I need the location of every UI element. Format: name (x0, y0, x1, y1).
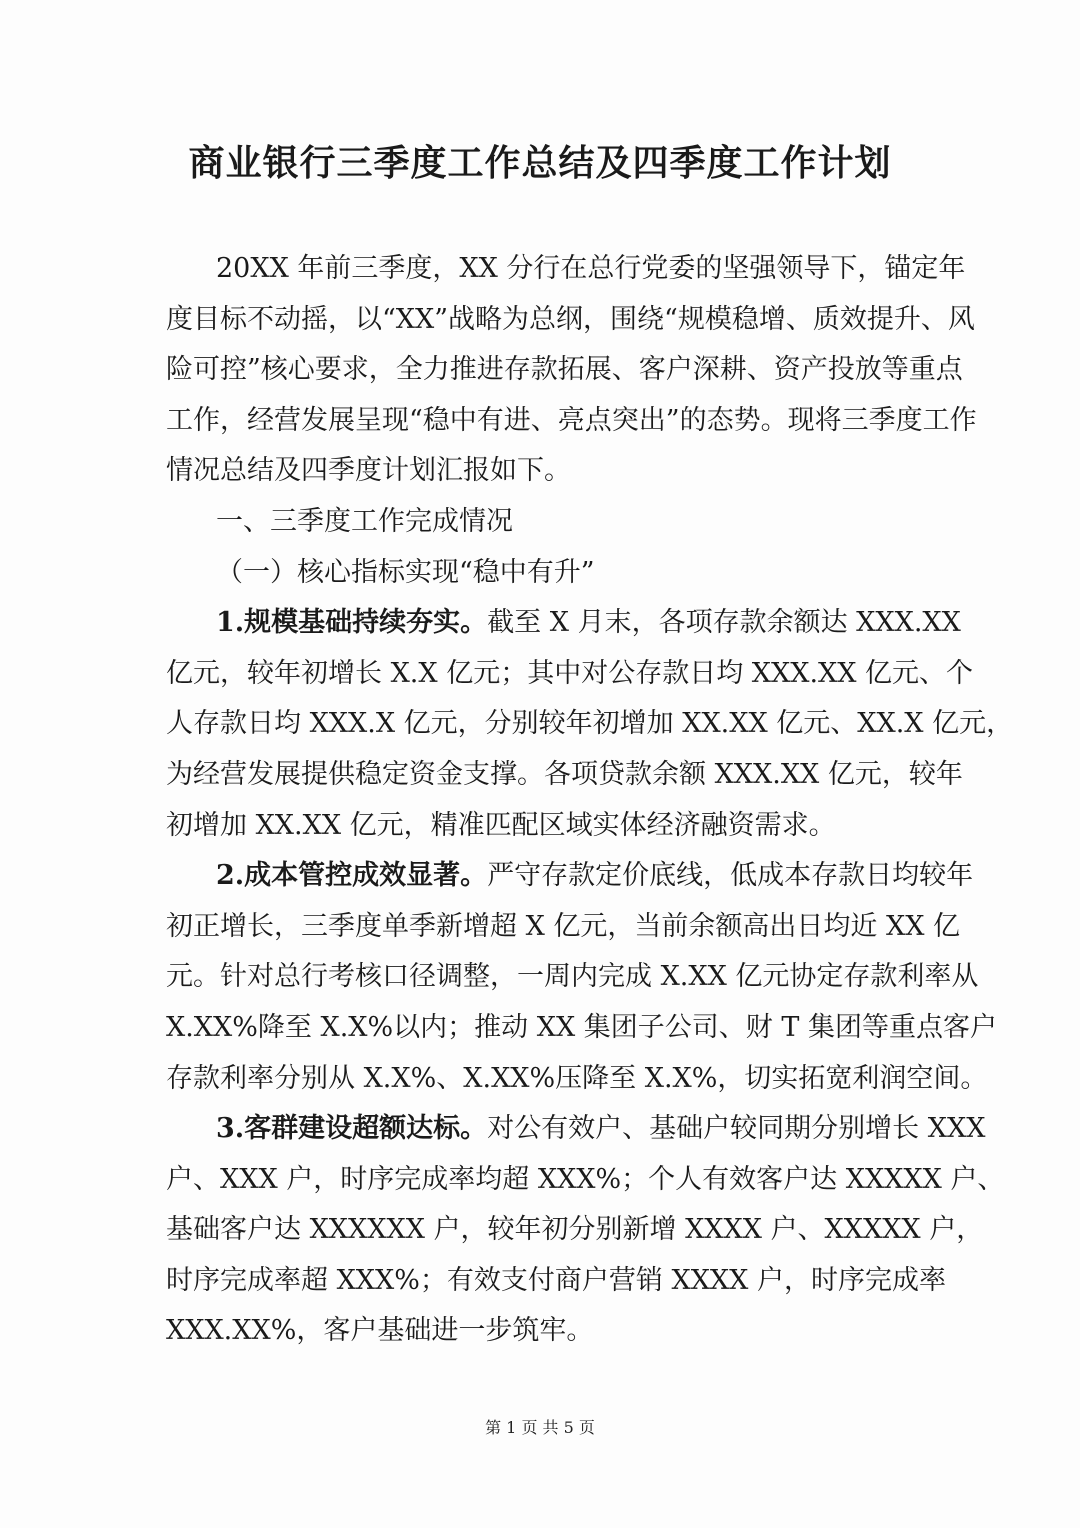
section-heading: 一、三季度工作完成情况 (216, 505, 513, 537)
text-line: 时序完成率超 XXX%；有效支付商户营销 XXXX 户，时序完成率 (166, 1264, 946, 1296)
item-2-lead: 2.成本管控成效显著。 (216, 860, 488, 892)
item-3-first-line: 对公有效户、基础户较同期分别增长 XXX (487, 1113, 986, 1145)
text-line: 初正增长，三季度单季新增超 X 亿元，当前余额高出日均近 XX 亿 (166, 910, 960, 942)
item-3-paragraph (166, 1104, 1005, 1357)
item-2-first-line: 严守存款定价底线，低成本存款日均较年 (487, 860, 974, 892)
text-line (166, 1104, 986, 1155)
text-line: 人存款日均 XXX.X 亿元，分别较年初增加 XX.XX 亿元、XX.X 亿元， (166, 708, 1014, 740)
text-line (166, 851, 974, 902)
item-1-paragraph (166, 598, 1014, 851)
item-1-first-line: 截至 X 月末，各项存款余额达 XXX.XX (487, 607, 961, 639)
text-line: 为经营发展提供稳定资金支撑。各项贷款余额 XXX.XX 亿元，较年 (166, 758, 963, 790)
text-line: 工作，经营发展呈现“稳中有进、亮点突出”的态势。现将三季度工作 (166, 404, 977, 436)
text-line: 基础客户达 XXXXXX 户，较年初分别新增 XXXX 户、XXXXX 户， (166, 1214, 984, 1246)
document-title: 商业银行三季度工作总结及四季度工作计划 (188, 142, 892, 184)
text-line: 亿元，较年初增长 X.X 亿元；其中对公存款日均 XXX.XX 亿元、个 (166, 657, 974, 689)
text-line: XXX.XX%，客户基础进一步筑牢。 (166, 1315, 594, 1347)
item-1-lead: 1.规模基础持续夯实。 (216, 607, 488, 639)
item-3-lead: 3.客群建设超额达标。 (216, 1113, 488, 1145)
text-line (166, 598, 961, 649)
text-line: 初增加 XX.XX 亿元，精准匹配区域实体经济融资需求。 (166, 809, 836, 841)
intro-paragraph (166, 244, 977, 497)
item-2-paragraph (166, 851, 997, 1104)
text-line: 存款利率分别从 X.X%、X.XX%压降至 X.X%，切实拓宽利润空间。 (166, 1062, 988, 1094)
text-line: 户、XXX 户，时序完成率均超 XXX%；个人有效客户达 XXXXX 户、 (166, 1163, 1005, 1195)
page-number-footer: 第 1 页 共 5 页 (485, 1418, 595, 1437)
text-line: 元。针对总行考核口径调整，一周内完成 X.XX 亿元协定存款利率从 (166, 961, 979, 993)
text-line: 险可控”核心要求，全力推进存款拓展、客户深耕、资产投放等重点 (166, 354, 963, 386)
document-body (166, 244, 1014, 1357)
text-line: 情况总结及四季度计划汇报如下。 (166, 455, 571, 487)
text-line: 度目标不动摇，以“XX”战略为总纲，围绕“规模稳增、质效提升、风 (166, 303, 975, 335)
subsection-heading: （一）核心指标实现“稳中有升” (216, 556, 595, 588)
text-line: 20XX 年前三季度，XX 分行在总行党委的坚强领导下，锚定年 (216, 253, 966, 284)
text-line: X.XX%降至 X.X%以内；推动 XX 集团子公司、财 T 集团等重点客户 (166, 1011, 997, 1043)
